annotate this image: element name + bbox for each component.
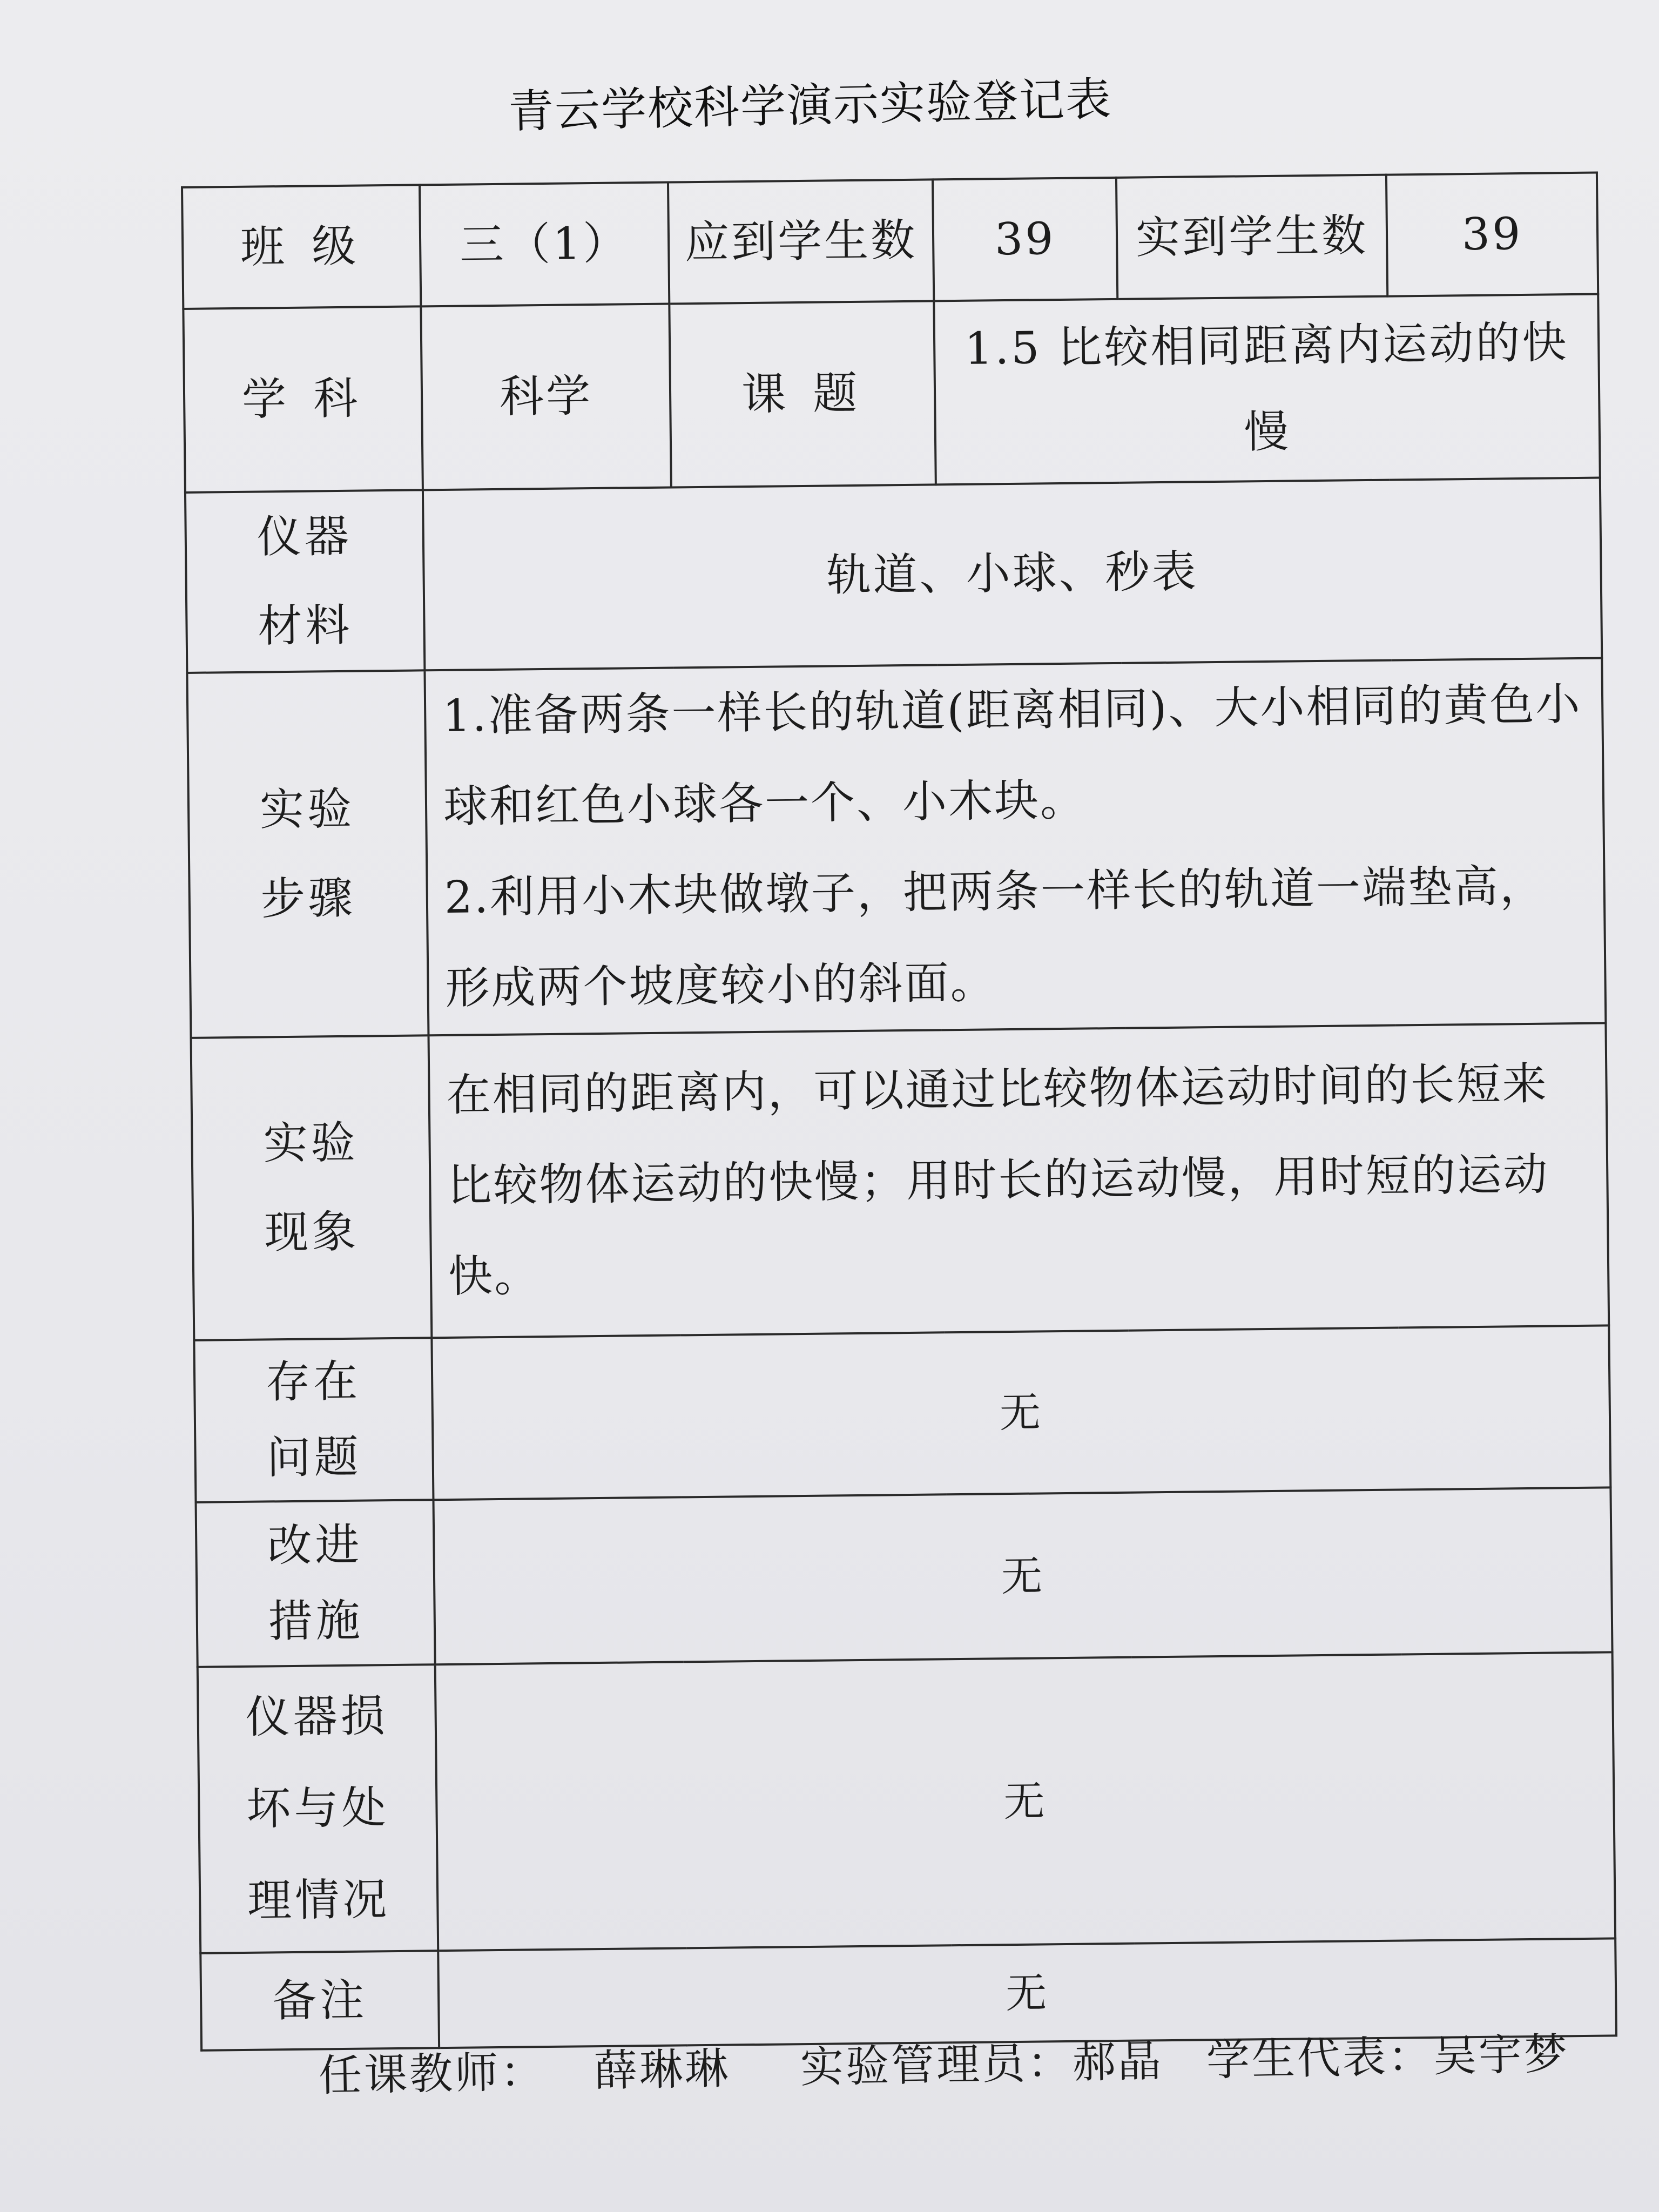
materials-label xyxy=(185,490,424,673)
problems-label xyxy=(194,1338,433,1502)
header-row xyxy=(182,173,1598,309)
steps-label-line2: 步骤 xyxy=(260,872,356,925)
topic-value: 1.5 比较相同距离内运动的快慢 xyxy=(934,294,1600,485)
class-value: 三（1） xyxy=(420,183,669,307)
student-rep-label: 学生代表： xyxy=(1206,2031,1434,2086)
improvements-label-line2: 措施 xyxy=(268,1595,364,1647)
damage-label xyxy=(198,1664,439,1953)
remarks-label: 备注 xyxy=(200,1951,439,2051)
teacher-label: 任课教师： xyxy=(318,2046,546,2101)
improvements-value: 无 xyxy=(433,1487,1612,1664)
phenomenon-label-line2: 现象 xyxy=(264,1206,360,1259)
damage-row xyxy=(198,1652,1615,1953)
improvements-label xyxy=(196,1500,435,1667)
step-item-1: 1.准备两条一样长的轨道(距离相同)、大小相同的黄色小球和红色小球各一个、小木块。 xyxy=(442,678,1582,833)
phenomenon-content xyxy=(428,1023,1609,1338)
damage-value: 无 xyxy=(435,1652,1615,1951)
steps-content xyxy=(424,658,1606,1035)
document-title: 青云学校科学演示实验登记表 xyxy=(508,72,1112,138)
phenomenon-row xyxy=(191,1023,1609,1340)
steps-label xyxy=(187,670,428,1038)
damage-label-line3: 理情况 xyxy=(247,1874,390,1927)
teacher-name: 薛琳琳 xyxy=(594,2043,731,2096)
expected-students-label: 应到学生数 xyxy=(668,179,934,304)
subject-value: 科学 xyxy=(421,304,671,490)
phenomenon-label xyxy=(191,1035,432,1340)
materials-label-line1: 仪器 xyxy=(257,510,353,563)
damage-label-line1: 仪器损 xyxy=(245,1690,389,1743)
actual-students-value: 39 xyxy=(1386,173,1598,296)
remarks-value: 无 xyxy=(438,1938,1616,2048)
class-label: 班 级 xyxy=(182,185,421,309)
student-rep-name: 吴宇梦 xyxy=(1433,2028,1570,2082)
damage-label-line2: 坏与处 xyxy=(246,1782,389,1835)
phenomenon-label-line1: 实验 xyxy=(263,1117,359,1170)
materials-value: 轨道、小球、秒表 xyxy=(423,478,1602,671)
problems-label-line1: 存在 xyxy=(265,1355,361,1408)
subject-label: 学 科 xyxy=(183,306,423,493)
admin-name: 郝晶 xyxy=(1072,2035,1164,2088)
registration-form xyxy=(181,172,1617,2052)
phenomenon-text: 在相同的距离内，可以通过比较物体运动时间的长短来比较物体运动的快慢；用时长的运动慢，用时短的运动快。 xyxy=(446,1058,1549,1303)
admin-label: 实验管理员： xyxy=(800,2037,1073,2093)
improvements-row xyxy=(196,1487,1613,1667)
subject-row xyxy=(183,294,1600,493)
steps-row xyxy=(187,658,1606,1037)
topic-label: 课 题 xyxy=(669,301,936,487)
actual-students-label: 实到学生数 xyxy=(1116,175,1387,299)
materials-row xyxy=(185,478,1602,673)
improvements-label-line1: 改进 xyxy=(267,1519,363,1572)
materials-label-line2: 材料 xyxy=(258,599,354,652)
problems-label-line2: 问题 xyxy=(266,1431,362,1484)
expected-students-value: 39 xyxy=(933,178,1117,301)
steps-label-line1: 实验 xyxy=(259,783,355,836)
step-item-2: 2.利用小木块做墩子，把两条一样长的轨道一端垫高，形成两个坡度较小的斜面。 xyxy=(444,860,1546,1014)
problems-row xyxy=(194,1325,1610,1502)
problems-value: 无 xyxy=(431,1325,1610,1500)
